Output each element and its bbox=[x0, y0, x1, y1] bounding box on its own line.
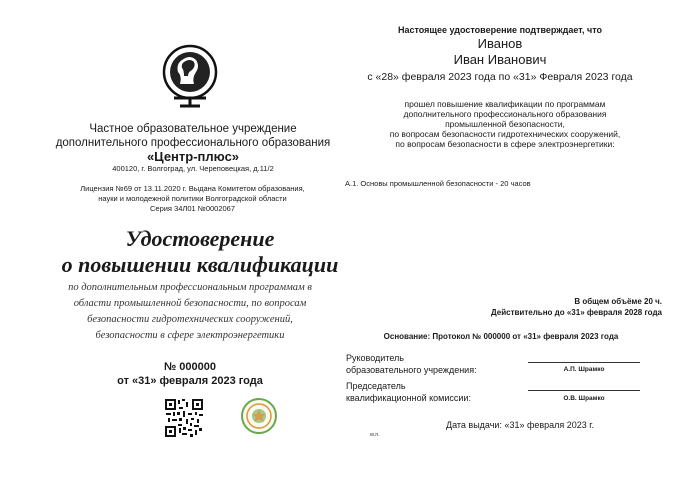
qr-code-icon bbox=[164, 398, 204, 438]
head-label-line-2: образовательного учреждения: bbox=[346, 365, 477, 375]
organization-logo-icon bbox=[160, 42, 220, 108]
certificate-title bbox=[20, 226, 380, 278]
recipient-surname: Иванов bbox=[477, 36, 523, 51]
head-label bbox=[346, 352, 477, 376]
subtitle-line-4: безопасности в сфере электроэнергетики bbox=[95, 330, 285, 341]
program-line-2: дополнительного профессионального образования bbox=[403, 109, 607, 119]
head-signature-line bbox=[528, 362, 640, 363]
basis-protocol: Основание: Протокол № 000000 от «31» февраля 2023 года bbox=[383, 332, 619, 341]
license-line-2: науки и молодежной политики Волгоградской области bbox=[98, 194, 287, 203]
certificate-number-date: от «31» февраля 2023 года bbox=[117, 375, 263, 387]
org-name: «Центр-плюс» bbox=[146, 149, 240, 164]
org-line-1: Частное образовательное учреждение bbox=[89, 123, 297, 135]
program-line-4: по вопросам безопасности гидротехнических сооружений, bbox=[389, 129, 621, 139]
recipient-name: Иван Иванович bbox=[453, 52, 547, 67]
license-line-3: Серия 34Л01 №0002067 bbox=[149, 204, 236, 213]
program-line-3: промышленной безопасности, bbox=[445, 119, 565, 129]
head-label-line-1: Руководитель bbox=[346, 353, 404, 363]
course-item: А.1. Основы промышленной безопасности - 20 часов bbox=[345, 179, 531, 188]
subtitle-line-2: области промышленной безопасности, по вопросам bbox=[73, 298, 307, 309]
org-line-2: дополнительного профессионального образования bbox=[55, 137, 331, 149]
organization-seal-icon bbox=[240, 397, 278, 435]
chair-label bbox=[346, 380, 471, 404]
valid-until: Действительно до «31» февраля 2028 года bbox=[490, 308, 662, 317]
license-line-1: Лицензия №69 от 13.11.2020 г. Выдана Комитетом образования, bbox=[80, 184, 305, 193]
program-description bbox=[345, 99, 665, 149]
certificate-title-line-2: о повышении квалификации bbox=[61, 252, 339, 277]
program-line-5: по вопросам безопасности в сфере электроэнергетики: bbox=[395, 139, 615, 149]
issue-date: Дата выдачи: «31» февраля 2023 г. bbox=[445, 420, 594, 430]
training-period: с «28» февраля 2023 года по «31» Февраля 2023 года bbox=[367, 71, 633, 83]
organization-header bbox=[28, 122, 358, 174]
recipient-header bbox=[330, 24, 670, 84]
license-info bbox=[30, 184, 355, 214]
confirm-text: Настоящее удостоверение подтверждает, что bbox=[397, 25, 603, 35]
certificate-number-block bbox=[90, 360, 290, 388]
chair-label-line-1: Председатель bbox=[346, 381, 406, 391]
stamp-place-label: м.п. bbox=[370, 432, 380, 438]
certificate-title-line-1: Удостоверение bbox=[125, 226, 275, 251]
org-address: 400120, г. Волгоград, ул. Череповецкая, д.11/2 bbox=[112, 164, 274, 173]
head-signature-name: А.П. Шрамко bbox=[563, 366, 605, 373]
certificate-number: № 000000 bbox=[163, 361, 217, 373]
program-line-1: прошел повышение квалификации по программам bbox=[404, 99, 606, 109]
subtitle-line-1: по дополнительным профессиональным программам в bbox=[68, 282, 312, 293]
chair-label-line-2: квалификационной комиссии: bbox=[346, 393, 471, 403]
chair-signature-name: О.В. Шрамко bbox=[563, 395, 605, 402]
certificate-subtitle bbox=[30, 280, 350, 344]
chair-signature-line bbox=[528, 390, 640, 391]
total-volume: В общем объёме 20 ч. bbox=[574, 297, 662, 306]
subtitle-line-3: безопасности гидротехнических сооружений, bbox=[87, 314, 293, 325]
volume-block bbox=[380, 296, 662, 318]
